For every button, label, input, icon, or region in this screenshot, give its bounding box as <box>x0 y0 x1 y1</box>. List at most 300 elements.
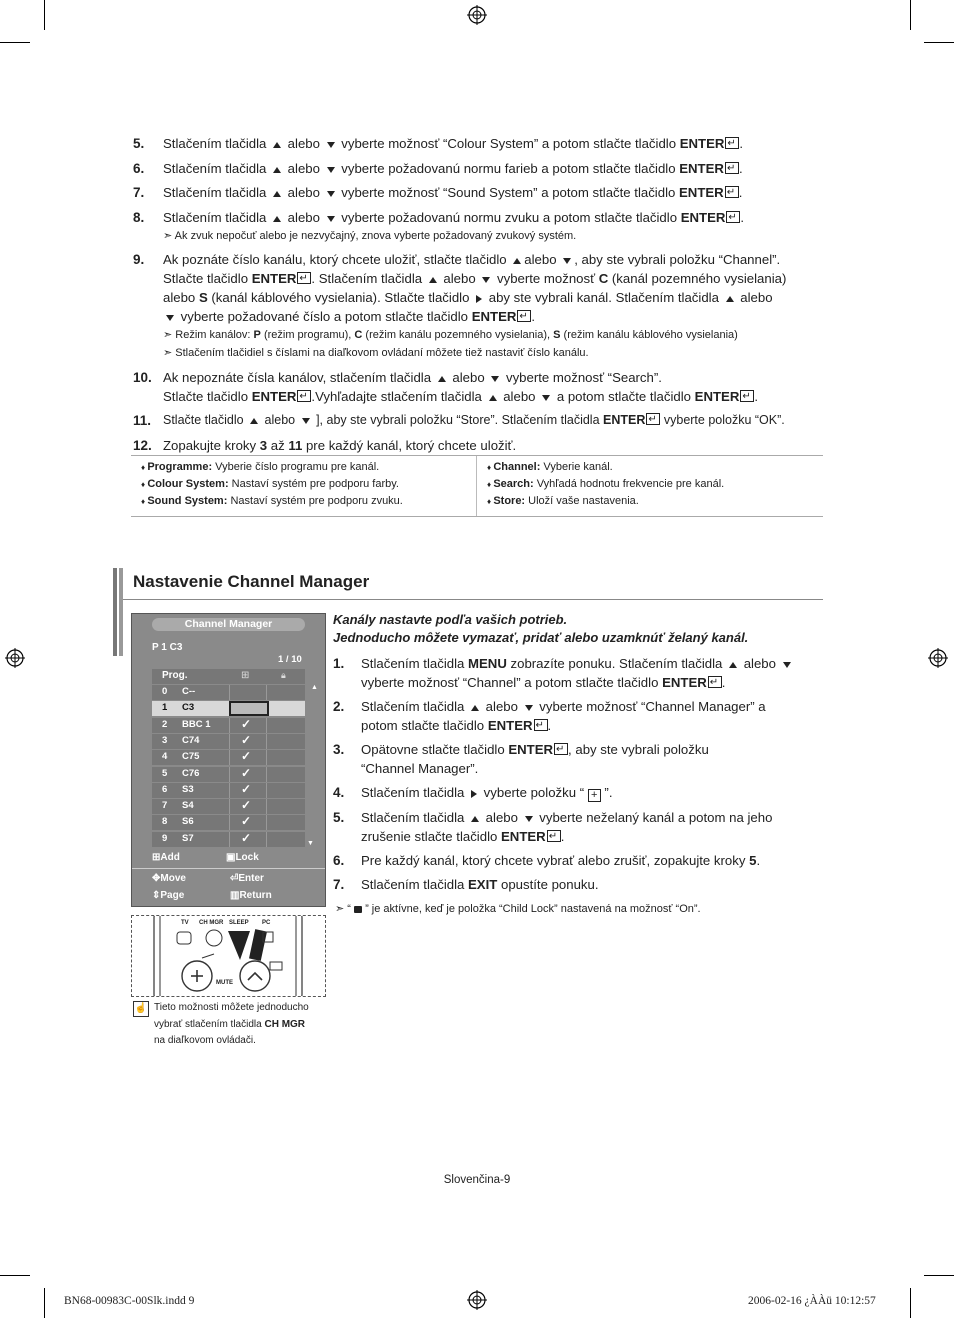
step-text <box>163 159 823 178</box>
osd-header-row <box>152 669 305 684</box>
osd-current-channel: P 1 C3 <box>152 642 183 653</box>
add-icon: ⊞ <box>152 852 161 863</box>
text: (kanál pozemného vysielania) <box>608 271 787 286</box>
crop-mark <box>44 0 45 30</box>
text: alebo <box>524 252 561 267</box>
section-title: Nastavenie Channel Manager <box>133 572 370 591</box>
step-text: Ak nepoznáte čísla kanálov, stlačením tlačidla alebo vyberte možnosť “Search”. Stlačte tlačidlo ENTER↵ .Vyhľadajte stlačením tlačidla alebo a potom stlačte tlačidlo ENTER↵ . <box>163 368 823 406</box>
osd-return-label: Return <box>239 890 272 901</box>
text: “Channel Manager”. <box>361 761 479 776</box>
text: . <box>756 853 761 868</box>
enter-icon <box>297 272 311 284</box>
osd-channel-name: C74 <box>182 734 200 746</box>
bullet-icon: ♦ <box>141 480 148 489</box>
text: CH MGR <box>264 1018 306 1030</box>
text: alebo <box>284 136 324 151</box>
text: Stlačením tlačidla <box>163 136 271 151</box>
bullet-icon: ♦ <box>487 497 494 506</box>
hand-pointer-icon: ☝ <box>133 1001 149 1017</box>
bullet-icon: ♦ <box>487 480 494 489</box>
text: S <box>198 290 208 305</box>
text: (režim kanálu káblového vysielania) <box>560 329 738 341</box>
osd-lock-cell[interactable] <box>267 815 305 830</box>
down-arrow-icon <box>302 418 310 424</box>
text: ], aby ste vybrali položku “Store”. Stlačením tlačidla <box>312 413 604 427</box>
info-table-left <box>141 459 403 510</box>
up-arrow-icon <box>729 662 737 668</box>
osd-add-cell[interactable] <box>229 832 267 847</box>
info-key: Store: <box>493 495 526 507</box>
checkmark-icon: ✓ <box>241 716 252 731</box>
osd-channel-row[interactable] <box>152 718 305 733</box>
step-number: 6. <box>133 161 145 176</box>
text: vyberte možnosť <box>493 271 599 286</box>
add-icon: + <box>588 789 601 802</box>
checkmark-icon: ✓ <box>241 798 252 813</box>
crop-mark <box>44 1288 45 1318</box>
up-arrow-icon <box>250 418 258 424</box>
osd-channel-number: 6 <box>162 783 168 795</box>
bullet-icon: ♦ <box>141 497 148 506</box>
text: 3 <box>259 438 268 453</box>
osd-channel-row[interactable] <box>152 783 305 798</box>
intro <box>333 611 748 647</box>
text: ”. <box>600 785 613 800</box>
osd-add-cell[interactable] <box>229 685 267 700</box>
up-arrow-icon <box>513 258 521 264</box>
info-value: Vyberie kanál. <box>540 461 613 473</box>
osd-enter <box>230 873 264 884</box>
down-arrow-icon <box>525 816 533 822</box>
step-text <box>361 740 823 778</box>
osd-channel-row[interactable] <box>152 799 305 814</box>
osd-channel-row[interactable] <box>152 767 305 782</box>
info-table-row <box>141 476 403 493</box>
up-arrow-icon <box>726 296 734 302</box>
text: vybrať stlačením tlačidla <box>154 1018 265 1030</box>
info-value: Nastaví systém pre podporu farby. <box>228 478 399 490</box>
enter-icon <box>708 676 722 688</box>
info-value: Uloží vaše nastavenia. <box>525 495 639 507</box>
osd-channel-number: 1 <box>162 702 168 714</box>
text: zrušenie stlačte tlačidlo <box>361 829 502 844</box>
enter-icon <box>547 830 561 842</box>
divider <box>132 868 325 869</box>
step-text <box>361 783 823 802</box>
osd-add-label: Add <box>160 852 180 863</box>
enter-icon <box>297 390 311 402</box>
osd-channel-number: 2 <box>162 718 168 730</box>
page-number: Slovenčina-9 <box>443 1174 511 1186</box>
remote-note-line: Tieto možnosti môžete jednoducho <box>154 1002 309 1013</box>
text: Stlačením tlačidla <box>361 877 469 892</box>
info-key: Colour System: <box>147 478 229 490</box>
note <box>163 229 823 244</box>
up-arrow-icon <box>429 277 437 283</box>
enter-label: ENTER <box>662 675 707 690</box>
text: C <box>354 329 363 341</box>
remote-mute-label: MUTE <box>216 980 233 986</box>
lock-icon <box>354 906 362 913</box>
text: (kanál káblového vysielania). Stlačte tlačidlo <box>207 290 474 305</box>
up-arrow-icon <box>489 395 497 401</box>
text: Stlačením tlačidla <box>163 161 271 176</box>
info-value: Nastaví systém pre podporu zvuku. <box>227 495 403 507</box>
lock-icon: ▣ <box>226 852 236 863</box>
step-number: 8. <box>133 210 145 225</box>
checkmark-icon: ✓ <box>241 814 252 829</box>
checkmark-icon: ✓ <box>241 765 252 780</box>
registration-mark-icon <box>928 648 948 668</box>
osd-channel-row[interactable] <box>152 701 305 716</box>
text: alebo <box>736 290 773 305</box>
add-icon: ⊞ <box>241 670 250 681</box>
step-number: 9. <box>133 252 145 267</box>
intro-line: Kanály nastavte podľa vašich potrieb. <box>333 612 568 627</box>
step-text <box>163 134 823 153</box>
bullet-icon: ♦ <box>141 463 148 472</box>
crop-mark <box>924 42 954 43</box>
move-icon: ✥ <box>152 873 161 884</box>
osd-lock-cell[interactable] <box>267 799 305 814</box>
text: alebo <box>163 290 199 305</box>
bullet-icon: ♦ <box>487 463 494 472</box>
text: alebo <box>740 656 780 671</box>
text: , aby ste vybrali položku <box>568 742 709 757</box>
text: Režim kanálov: <box>175 329 254 341</box>
step-text <box>163 411 823 430</box>
info-key: Channel: <box>493 461 541 473</box>
crop-mark <box>0 1275 30 1276</box>
down-arrow-icon <box>327 167 335 173</box>
osd-channel-name: S3 <box>182 783 194 795</box>
up-arrow-icon <box>273 191 281 197</box>
step-number: 7. <box>133 185 145 200</box>
info-key: Sound System: <box>147 495 228 507</box>
enter-label: ENTER <box>487 718 533 733</box>
osd-lock-cell[interactable] <box>267 783 305 798</box>
osd-enter-label: Enter <box>238 873 264 884</box>
info-table <box>131 455 823 517</box>
osd-add-cell[interactable] <box>229 783 267 798</box>
info-table-row <box>141 493 403 510</box>
text: alebo <box>261 413 299 427</box>
text: alebo <box>284 185 324 200</box>
note: ➣ Režim kanálov: P (režim programu), C (režim kanálu pozemného vysielania), S (režim kanálu káblového vysielania) <box>163 329 738 341</box>
scroll-up-icon[interactable]: ▲ <box>311 684 318 691</box>
osd-lock-cell[interactable] <box>267 750 305 765</box>
text: Stlačte tlačidlo <box>163 271 252 286</box>
info-key: Search: <box>493 478 534 490</box>
text: alebo <box>482 699 522 714</box>
text: . Stlačením tlačidla <box>311 271 426 286</box>
remote-note-line: na diaľkovom ovládači. <box>154 1035 256 1046</box>
osd-move-label: Move <box>160 873 186 884</box>
text: .Vyhľadajte stlačením tlačidla <box>311 389 486 404</box>
osd-move <box>152 873 186 884</box>
up-arrow-icon <box>471 816 479 822</box>
step-number: 2. <box>333 699 345 714</box>
text: aby ste vybrali kanál. Stlačením tlačidla <box>485 290 723 305</box>
intro-line: Jednoducho môžete vymazať, pridať alebo uzamknúť želaný kanál. <box>333 630 749 645</box>
text: až <box>267 438 289 453</box>
step-text: Stlačením tlačidla alebo vyberte neželaný kanál a potom na jeho zrušenie stlačte tlačidlo ENTER↵ . <box>361 808 823 846</box>
osd-prog-header: Prog. <box>162 670 188 681</box>
text: vyberte možnosť “Channel Manager” a <box>535 699 766 714</box>
osd-return <box>230 890 272 901</box>
crop-mark <box>910 0 911 30</box>
osd-lock-cell[interactable] <box>267 685 305 700</box>
text: , aby ste vybrali položku “Channel”. <box>574 252 781 267</box>
osd-page-indicator: 1 / 10 <box>278 654 302 665</box>
up-arrow-icon <box>273 167 281 173</box>
step-text <box>361 851 823 870</box>
text: vyberte položku “ <box>480 785 588 800</box>
osd-add-cell[interactable] <box>229 750 267 765</box>
crop-mark <box>0 42 30 43</box>
text: alebo <box>448 370 489 385</box>
text: Stlačením tlačidla <box>361 699 469 714</box>
down-arrow-icon <box>525 705 533 711</box>
osd-channel-number: 9 <box>162 832 168 844</box>
text: . <box>740 210 745 225</box>
text: alebo <box>284 210 324 225</box>
osd-channel-row[interactable] <box>152 832 305 847</box>
down-arrow-icon <box>563 258 571 264</box>
info-table-right <box>487 459 724 510</box>
osd-channel-row[interactable] <box>152 685 305 700</box>
osd-add-cell[interactable] <box>229 701 269 716</box>
step-number: 10. <box>133 370 152 385</box>
enter-icon <box>725 137 739 149</box>
osd-channel-name: C75 <box>182 751 200 763</box>
text: Stlačením tlačidla <box>361 785 469 800</box>
osd-add-cell[interactable] <box>229 799 267 814</box>
osd-channel-number: 7 <box>162 800 168 812</box>
osd-channel-row[interactable] <box>152 750 305 765</box>
text: vyberte položku “OK”. <box>660 413 785 427</box>
text: potom stlačte tlačidlo <box>361 718 488 733</box>
text: C <box>598 271 609 286</box>
step-number: 5. <box>333 810 345 825</box>
note-text: Ak zvuk nepočuť alebo je nezvyčajný, znova vyberte požadovaný zvukový systém. <box>174 230 577 242</box>
remote-pc-label: PC <box>262 920 271 926</box>
text: Stlačte tlačidlo <box>163 413 248 427</box>
text: vyberte požadované číslo a potom stlačte tlačidlo <box>177 309 472 324</box>
step-text <box>361 875 823 894</box>
enter-label: ENTER <box>251 389 297 404</box>
text: EXIT <box>468 877 498 892</box>
text: Stlačením tlačidla <box>163 185 271 200</box>
crop-mark <box>924 1275 954 1276</box>
enter-label: ENTER <box>501 829 546 844</box>
step-number: 3. <box>333 742 345 757</box>
osd-channel-name: S6 <box>182 816 194 828</box>
section-bar <box>113 568 117 656</box>
registration-mark-icon <box>5 648 25 668</box>
osd-channel-name: C76 <box>182 767 200 779</box>
enter-icon <box>725 162 739 174</box>
text: S <box>553 329 561 341</box>
text: opustíte ponuku. <box>497 877 599 892</box>
enter-icon <box>517 310 531 322</box>
osd-add-cell[interactable] <box>229 718 267 733</box>
osd-lock-cell[interactable] <box>267 832 305 847</box>
remote-control-illustration <box>131 915 326 997</box>
text: vyberte požadovanú normu farieb a potom stlačte tlačidlo <box>337 161 680 176</box>
text: alebo <box>482 810 522 825</box>
up-arrow-icon <box>471 705 479 711</box>
step-number: 12. <box>133 438 152 453</box>
step-number: 7. <box>333 877 345 892</box>
up-arrow-icon <box>438 376 446 382</box>
down-arrow-icon <box>327 142 335 148</box>
enter-label: ENTER <box>508 742 554 757</box>
osd-lock-cell[interactable] <box>267 734 305 749</box>
info-table-row <box>487 459 724 476</box>
checkmark-icon: ✓ <box>241 781 252 796</box>
info-table-row <box>141 459 403 476</box>
enter-icon <box>534 719 548 731</box>
step-number: 1. <box>333 656 345 671</box>
text: vyberte možnosť “Sound System” a potom stlačte tlačidlo <box>337 185 679 200</box>
text: (režim programu), <box>260 329 355 341</box>
text: 11 <box>288 438 303 453</box>
checkmark-icon: ✓ <box>241 749 252 764</box>
osd-add-cell[interactable] <box>229 815 267 830</box>
osd-channel-name: C3 <box>182 702 195 714</box>
step-text <box>163 183 823 202</box>
right-arrow-icon <box>471 790 477 798</box>
text: vyberte neželaný kanál a potom na jeho <box>535 810 773 825</box>
osd-add[interactable] <box>152 852 180 863</box>
osd-channel-name: BBC 1 <box>182 718 211 730</box>
text: Stlačením tlačidla <box>361 810 469 825</box>
registration-mark-icon <box>467 1290 487 1310</box>
osd-channel-row[interactable] <box>152 815 305 830</box>
registration-mark-icon <box>467 5 487 25</box>
up-arrow-icon <box>273 216 281 222</box>
osd-lock-label: Lock <box>235 852 259 863</box>
down-arrow-icon <box>783 662 791 668</box>
info-table-row <box>487 493 724 510</box>
lock-note: ➣ “ ” je aktívne, keď je položka “Child Lock” nastavená na možnosť “On”. <box>335 903 701 915</box>
channel-manager-osd <box>131 613 326 907</box>
info-table-row <box>487 476 724 493</box>
remote-note <box>154 1000 329 1050</box>
section-bar <box>119 568 123 656</box>
osd-channel-number: 0 <box>162 686 168 697</box>
osd-add-cell[interactable] <box>229 734 267 749</box>
step-number: 4. <box>333 785 345 800</box>
down-arrow-icon <box>166 315 174 321</box>
osd-lock[interactable] <box>226 852 259 863</box>
text: zobrazíte ponuku. Stlačením tlačidla <box>506 656 727 671</box>
text: alebo <box>439 271 480 286</box>
text: Stlačte tlačidlo <box>163 389 252 404</box>
osd-lock-cell[interactable] <box>267 718 305 733</box>
enter-label: ENTER <box>680 210 726 225</box>
step-text <box>163 436 823 455</box>
text: . <box>738 161 743 176</box>
checkmark-icon: ✓ <box>241 732 252 747</box>
enter-icon <box>726 211 740 223</box>
step-text: Stlačením tlačidla alebo vyberte možnosť “Channel Manager” a potom stlačte tlačidlo ENTER↵ . <box>361 697 823 735</box>
text: vyberte možnosť “Search”. <box>502 370 662 385</box>
text: alebo <box>499 389 540 404</box>
text: a potom stlačte tlačidlo <box>553 389 695 404</box>
osd-channel-number: 3 <box>162 734 168 746</box>
enter-icon: ⏎ <box>230 873 239 884</box>
osd-channel-name: S7 <box>182 832 194 844</box>
remote-tv-label: TV <box>181 920 189 926</box>
section-rule <box>123 599 823 600</box>
osd-lock-cell[interactable] <box>267 767 305 782</box>
scroll-down-icon[interactable]: ▼ <box>307 840 314 847</box>
osd-channel-name: C-- <box>182 686 196 697</box>
text: vyberte požadovanú normu zvuku a potom stlačte tlačidlo <box>337 210 681 225</box>
text: ” je aktívne, keď je položka “Child Lock” nastavená na možnosť “On”. <box>362 903 701 915</box>
text: Zopakujte kroky <box>163 438 260 453</box>
remote-note-line <box>154 1017 329 1034</box>
enter-icon <box>725 186 739 198</box>
down-arrow-icon <box>491 376 499 382</box>
print-date: 2006-02-16 ¿ÀÀü 10:12:57 <box>748 1295 876 1307</box>
osd-channel-number: 8 <box>162 816 168 828</box>
info-value: Vyberie číslo programu pre kanál. <box>212 461 380 473</box>
enter-label: ENTER <box>471 309 517 324</box>
step-number: 5. <box>133 136 145 151</box>
step-number: 11. <box>133 413 152 428</box>
note: ➣ Stlačením tlačidiel s číslami na diaľkovom ovládaní môžete tiež nastaviť číslo kanálu. <box>163 347 589 359</box>
divider <box>476 456 477 516</box>
remote-chmgr-label: CH MGR <box>199 920 224 926</box>
osd-channel-number: 5 <box>162 767 168 779</box>
text: pre každý kanál, ktorý chcete uložiť. <box>302 438 517 453</box>
return-icon: ▥ <box>230 890 240 901</box>
crop-mark <box>910 1288 911 1318</box>
enter-icon <box>646 413 660 425</box>
page-icon: ⇕ <box>152 890 161 901</box>
text: vyberte možnosť “Channel” a potom stlačte tlačidlo <box>361 675 663 690</box>
enter-label: ENTER <box>603 413 646 427</box>
step-text: Stlačením tlačidla MENU zobrazíte ponuku. Stlačením tlačidla alebo vyberte možnosť “Channel” a potom stlačte tlačidlo ENTER↵ . <box>361 654 823 692</box>
osd-page <box>152 890 184 901</box>
osd-title: Channel Manager <box>152 618 305 631</box>
enter-label: ENTER <box>679 185 724 200</box>
enter-icon <box>740 390 754 402</box>
down-arrow-icon <box>327 191 335 197</box>
right-arrow-icon <box>476 295 482 303</box>
text: alebo <box>284 161 324 176</box>
enter-label: ENTER <box>679 136 725 151</box>
enter-label: ENTER <box>679 161 724 176</box>
lock-icon: 🔒︎ <box>281 670 286 680</box>
step-number: 6. <box>333 853 345 868</box>
osd-channel-row[interactable] <box>152 734 305 749</box>
text: Opätovne stlačte tlačidlo <box>361 742 509 757</box>
text: . <box>738 185 743 200</box>
text: MENU <box>468 656 507 671</box>
note-arrow-icon: ➣ <box>163 230 173 242</box>
osd-add-cell[interactable] <box>229 767 267 782</box>
osd-lock-cell[interactable] <box>267 701 305 716</box>
enter-label: ENTER <box>694 389 740 404</box>
text: 5 <box>749 853 757 868</box>
down-arrow-icon <box>482 277 490 283</box>
osd-channel-number: 4 <box>162 751 168 763</box>
step-text: Ak poznáte číslo kanálu, ktorý chcete uložiť, stlačte tlačidlo alebo , aby ste vybrali položku “Channel”. Stlačte tlačidlo ENTER↵ . Stlačením tlačidla alebo vyberte možnosť C (kanál pozemného vysielania) alebo S (kanál káblového vysielania). Stlačte tlačidlo aby ste vybrali kanál. Stlačením tlačidla alebo vyberte požadované číslo a potom stlačte tlačidlo ENTER↵ . <box>163 250 823 326</box>
